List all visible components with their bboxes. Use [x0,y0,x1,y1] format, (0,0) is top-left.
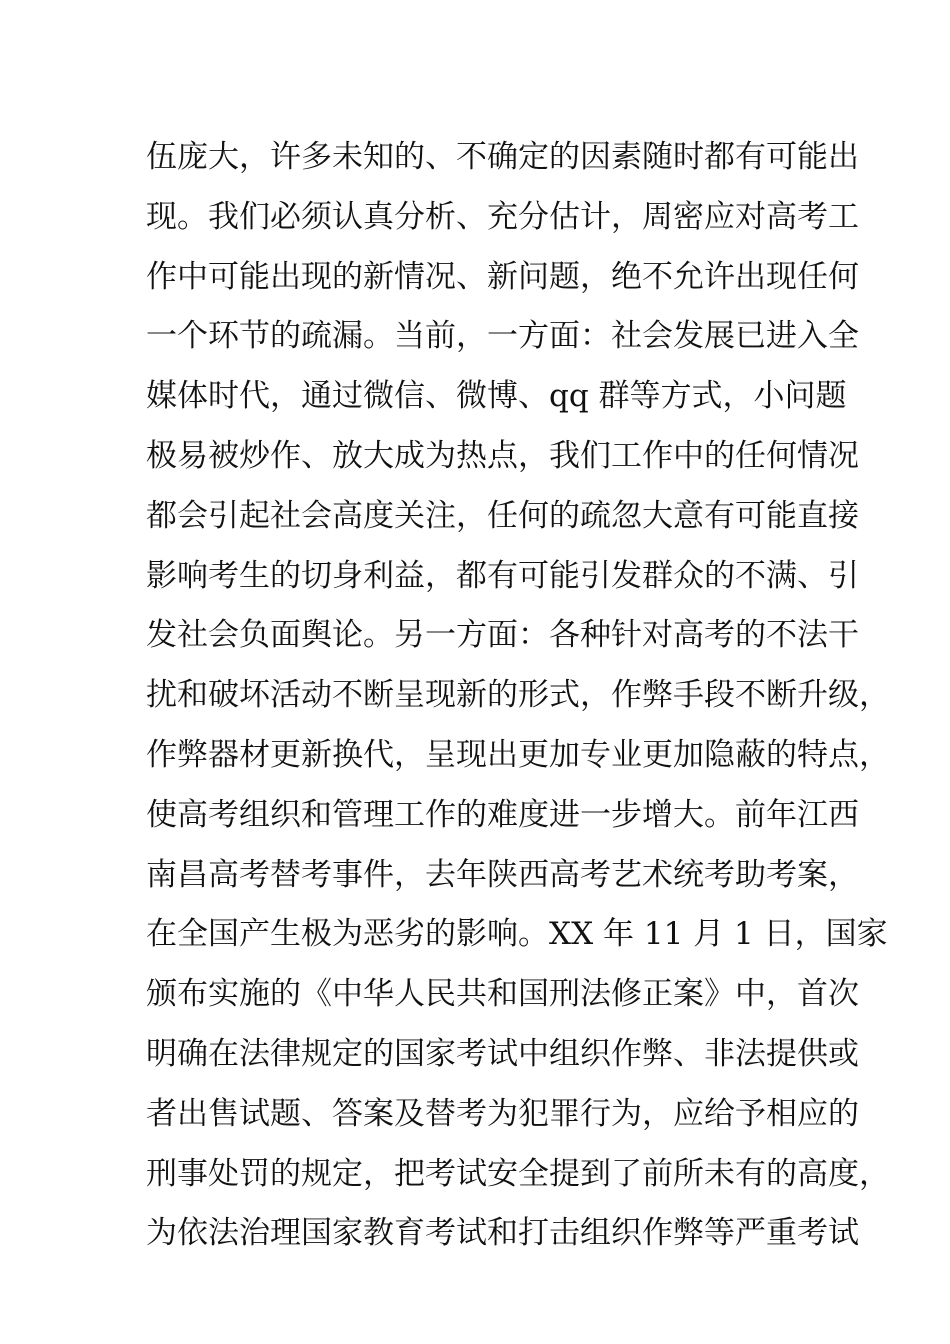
text-line: 扰和破坏活动不断呈现新的形式，作弊手段不断升级， [146,677,890,714]
text-line: 作中可能出现的新情况、新问题，绝不允许出现任何 [146,258,859,295]
text-line: 刑事处罚的规定，把考试安全提到了前所未有的高度， [146,1155,890,1192]
text-line: 媒体时代，通过微信、微博、qq 群等方式，小问题 [146,378,847,415]
body-text [146,128,890,1264]
text-line: 者出售试题、答案及替考为犯罪行为，应给予相应的 [146,1095,859,1132]
text-line: 为依法治理国家教育考试和打击组织作弊等严重考试 [146,1215,859,1252]
text-line: 发社会负面舆论。另一方面：各种针对高考的不法干 [146,617,859,654]
text-line: 作弊器材更新换代，呈现出更加专业更加隐蔽的特点， [146,736,890,773]
text-line: 使高考组织和管理工作的难度进一步增大。前年江西 [146,796,859,833]
text-line: 明确在法律规定的国家考试中组织作弊、非法提供或 [146,1035,859,1072]
text-line: 在全国产生极为恶劣的影响。XX 年 11 月 1 日，国家 [146,916,888,953]
text-line: 都会引起社会高度关注，任何的疏忽大意有可能直接 [146,497,859,534]
text-line: 影响考生的切身利益，都有可能引发群众的不满、引 [146,557,859,594]
text-line: 南昌高考替考事件，去年陕西高考艺术统考助考案， [146,856,859,893]
text-line: 现。我们必须认真分析、充分估计，周密应对高考工 [146,198,859,235]
text-line: 伍庞大，许多未知的、不确定的因素随时都有可能出 [146,139,859,175]
text-line: 一个环节的疏漏。当前，一方面：社会发展已进入全 [146,318,859,355]
text-line: 颁布实施的《中华人民共和国刑法修正案》中，首次 [146,976,859,1013]
text-line: 极易被炒作、放大成为热点，我们工作中的任何情况 [146,437,859,474]
